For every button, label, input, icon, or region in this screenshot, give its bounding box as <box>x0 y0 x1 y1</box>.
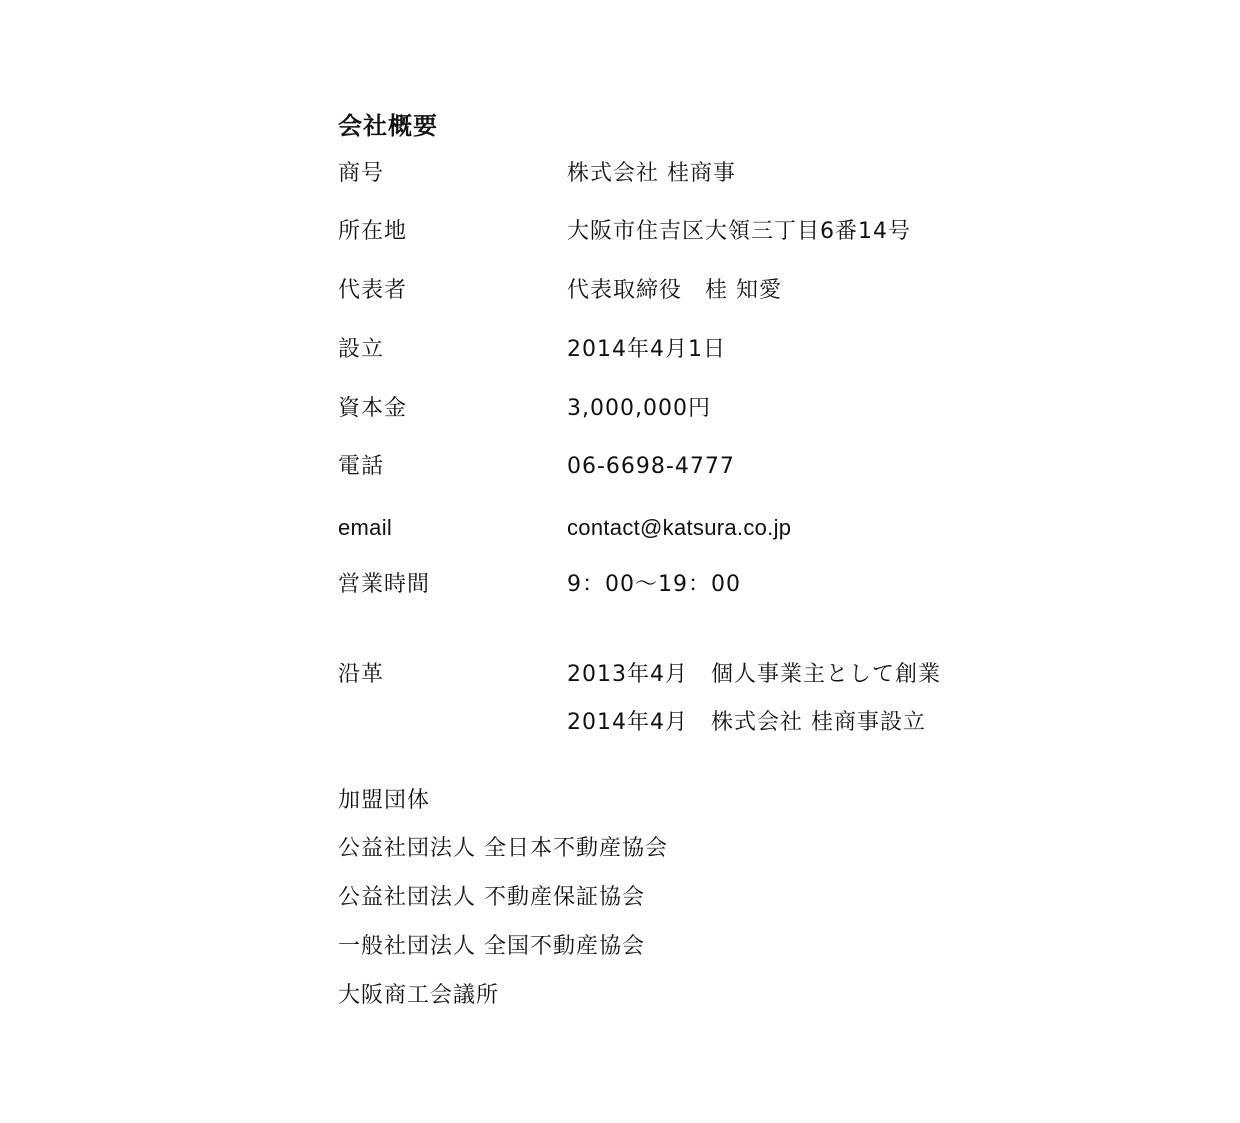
value-capital: 3,000,000円 <box>567 396 711 421</box>
membership-item: 一般社団法人 全国不動産協会 <box>338 934 645 959</box>
section-title: 会社概要 <box>338 112 438 140</box>
value-representative: 代表取締役 桂 知愛 <box>567 278 782 303</box>
label-trade-name: 商号 <box>338 161 385 186</box>
membership-item: 公益社団法人 全日本不動産協会 <box>338 836 668 861</box>
membership-item: 大阪商工会議所 <box>338 983 500 1008</box>
history-item: 2014年4月 株式会社 桂商事設立 <box>567 710 926 735</box>
label-capital: 資本金 <box>338 396 408 421</box>
value-business-hours: 9：00～19：00 <box>567 572 741 597</box>
membership-item: 公益社団法人 不動産保証協会 <box>338 885 645 910</box>
value-phone: 06-6698-4777 <box>567 454 735 479</box>
value-email: contact@katsura.co.jp <box>567 515 792 540</box>
value-address: 大阪市住吉区大領三丁目6番14号 <box>567 219 911 244</box>
value-trade-name: 株式会社 桂商事 <box>567 161 736 186</box>
label-phone: 電話 <box>338 454 385 479</box>
label-representative: 代表者 <box>338 278 408 303</box>
label-email: email <box>338 515 393 540</box>
value-established: 2014年4月1日 <box>567 337 726 362</box>
label-business-hours: 営業時間 <box>338 572 431 597</box>
label-history: 沿革 <box>338 662 385 687</box>
label-address: 所在地 <box>338 219 408 244</box>
history-item: 2013年4月 個人事業主として創業 <box>567 662 941 687</box>
label-established: 設立 <box>338 337 385 362</box>
memberships-heading: 加盟団体 <box>338 788 431 813</box>
